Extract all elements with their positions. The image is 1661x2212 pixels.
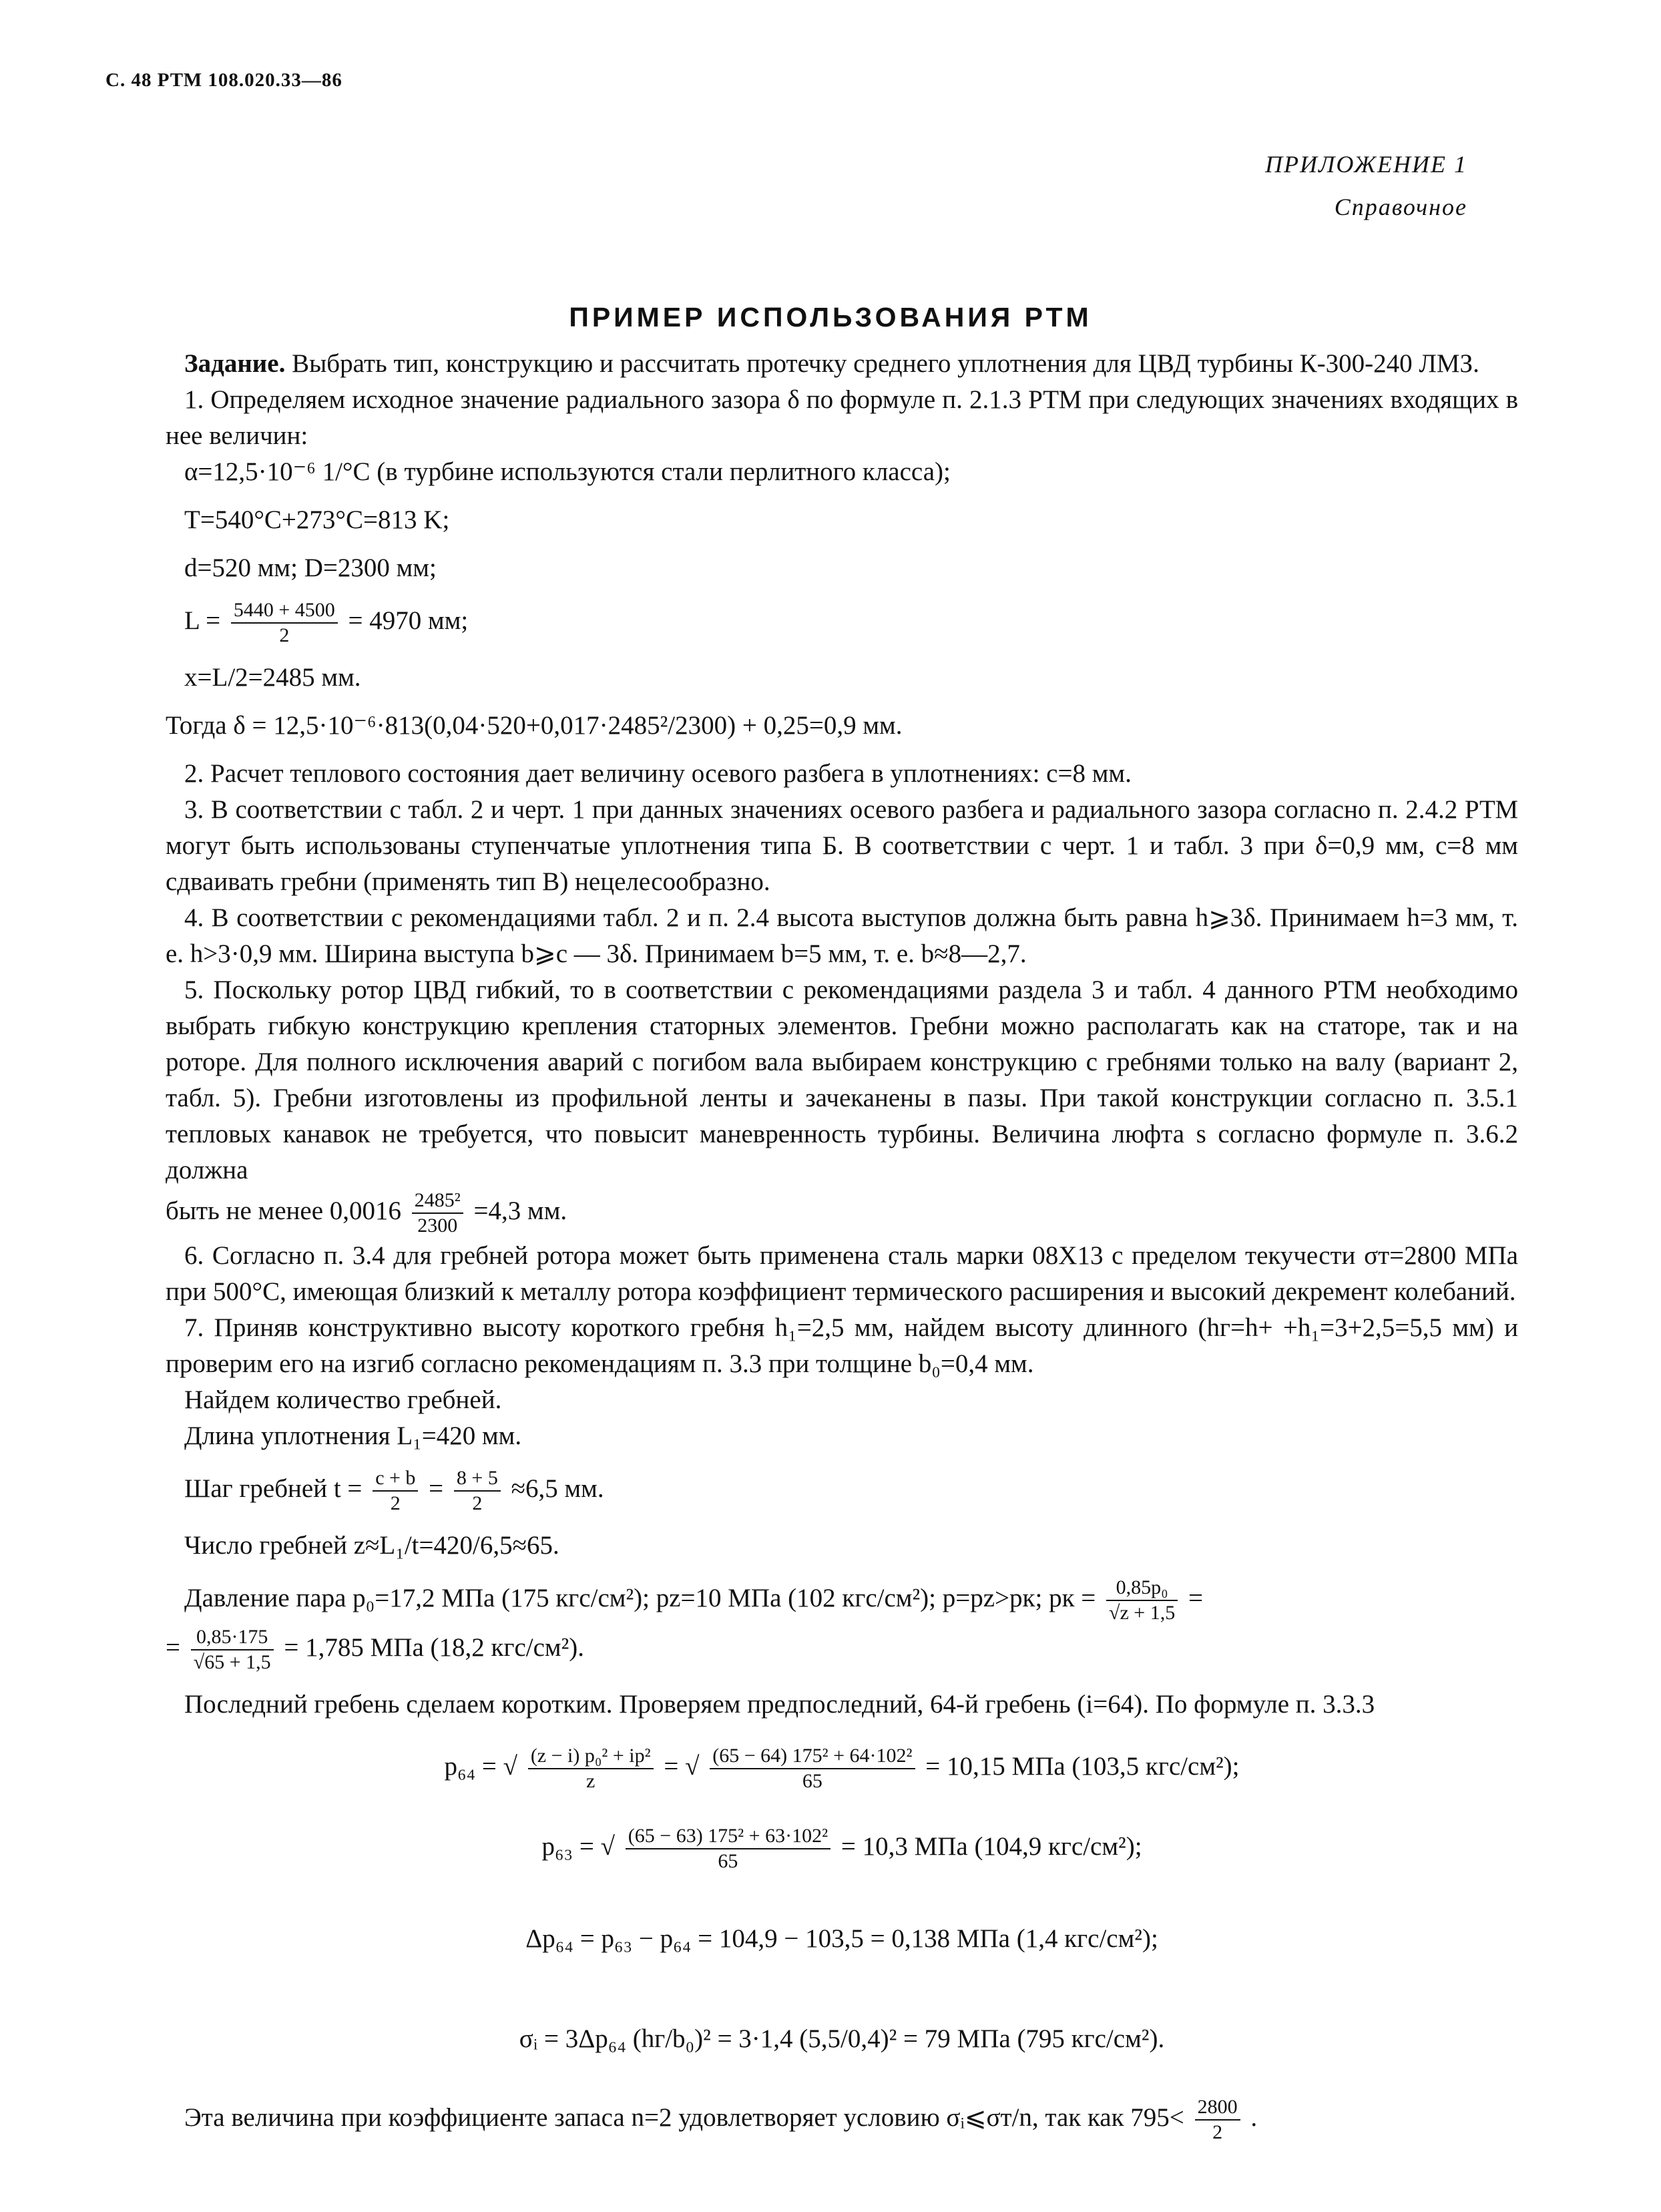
p63-fraction xyxy=(626,1824,830,1873)
p63-left: p₆₃ = √ xyxy=(541,1831,616,1861)
final-line xyxy=(166,2095,1518,2145)
p64-fraction-1 xyxy=(528,1744,654,1793)
task-paragraph xyxy=(166,346,1518,382)
p63-numerator: (65 − 63) 175² + 63·102² xyxy=(626,1824,830,1849)
length-numerator: 5440 + 4500 xyxy=(231,598,338,624)
step-denominator-1: 2 xyxy=(390,1492,401,1514)
p63-denominator: 65 xyxy=(718,1850,738,1872)
last-comb-paragraph: Последний гребень сделаем коротким. Проверяем предпоследний, 64-й гребень (i=64). По формуле п. 3.3.3 xyxy=(184,1690,1375,1719)
document-title: ПРИМЕР ИСПОЛЬЗОВАНИЯ РТМ xyxy=(569,302,1092,333)
p63-right: = 10,3 МПа (104,9 кгс/см²); xyxy=(841,1831,1142,1861)
p63-formula xyxy=(166,1824,1518,1873)
final-right: . xyxy=(1250,2103,1258,2132)
count-line: Число гребней z≈L₁/t=420/6,5≈65. xyxy=(184,1531,559,1560)
pressure-line xyxy=(166,1576,1518,1625)
x-line: x=L/2=2485 мм. xyxy=(184,663,361,692)
length-left: L = xyxy=(184,606,221,635)
paragraph-7: 7. Приняв конструктивно высоту короткого гребня h₁=2,5 мм, найдем высоту длинного (hг=h+ +h₁=3+2,5=5,5 мм) и проверим его на изгиб согласно рекомендациям п. 3.3 при толщине b₀=0,4 мм. xyxy=(166,1313,1518,1378)
paragraph-5: 5. Поскольку ротор ЦВД гибкий, то в соответствии с рекомендациями раздела 3 и табл. 4 данного РТМ необходимо выбрать гибкую конструкцию крепления статорных элементов. Гребни можно располагать как на статоре, так и на роторе. Для полного исключения аварий с погибом вала выбираем конструкцию с гребнями только на валу (вариант 2, табл. 5). Гребни изготовлены из профильной ленты и зачеканены в пазы. При такой конструкции согласно п. 3.5.1 тепловых канавок не требуется, что повысит маневренность турбины. Величина люфта s согласно формуле п. 3.6.2 должна xyxy=(166,975,1518,1184)
pk2-numerator: 0,85·175 xyxy=(191,1625,274,1650)
final-denominator: 2 xyxy=(1212,2121,1223,2143)
diameter-line: d=520 мм; D=2300 мм; xyxy=(184,554,437,582)
step-formula xyxy=(166,1466,1518,1516)
paragraph-5-tail xyxy=(166,1188,1518,1238)
page-header: С. 48 РТМ 108.020.33—86 xyxy=(105,69,342,91)
appendix-block xyxy=(1265,143,1467,228)
pressure-text: Давление пара p₀=17,2 МПа (175 кгс/см²); pz=10 МПа (102 кгс/см²); p=pz>pк; pк = xyxy=(184,1583,1096,1612)
pk-numerator: 0,85p₀ xyxy=(1106,1576,1178,1601)
temperature-line: T=540°C+273°C=813 K; xyxy=(184,505,450,534)
delta-line: Тогда δ = 12,5·10⁻⁶·813(0,04·520+0,017·2485²/2300) + 0,25=0,9 мм. xyxy=(166,711,903,740)
paragraph-7b: Длина уплотнения L₁=420 мм. xyxy=(184,1421,522,1450)
pk2-fraction xyxy=(191,1625,274,1675)
appendix-label: ПРИЛОЖЕНИЕ 1 xyxy=(1265,151,1467,178)
paragraph-1: 1. Определяем исходное значение радиального зазора δ по формуле п. 2.1.3 РТМ при следующих значениях входящих в нее величин: xyxy=(166,385,1518,450)
p5-tail-right: =4,3 мм. xyxy=(473,1196,567,1225)
step-numerator-1: c + b xyxy=(373,1466,418,1492)
length-fraction xyxy=(231,598,338,648)
p64-fraction-2 xyxy=(710,1744,915,1793)
appendix-type: Справочное xyxy=(1334,194,1467,220)
pk2-right: = 1,785 МПа (18,2 кгс/см²). xyxy=(284,1632,585,1662)
p64-denominator-2: 65 xyxy=(802,1770,822,1792)
paragraph-7a: Найдем количество гребней. xyxy=(184,1385,502,1414)
p64-formula xyxy=(166,1744,1518,1793)
step-equals: = xyxy=(429,1474,444,1503)
task-text: Выбрать тип, конструкцию и рассчитать протечку среднего уплотнения для ЦВД турбины К-300-240 ЛМЗ. xyxy=(285,349,1479,378)
pk-fraction xyxy=(1106,1576,1178,1625)
final-left: Эта величина при коэффициенте запаса n=2 удовлетворяет условию σᵢ⩽σт/n, так как 795< xyxy=(184,2103,1184,2132)
document-body xyxy=(166,346,1518,2145)
p64-numerator-1: (z − i) p₀² + ip² xyxy=(528,1744,654,1769)
pk-equals: = xyxy=(1188,1583,1203,1612)
paragraph-3: 3. В соответствии с табл. 2 и черт. 1 при данных значениях осевого разбега и радиального зазора согласно п. 2.4.2 РТМ могут быть использованы ступенчатые уплотнения типа Б. В соответствии с черт. 1 и табл. 3 при δ=0,9 мм, c=8 мм сдваивать гребни (применять тип В) нецелесообразно. xyxy=(166,795,1518,896)
p64-numerator-2: (65 − 64) 175² + 64·102² xyxy=(710,1744,915,1769)
final-fraction xyxy=(1195,2095,1240,2145)
paragraph-4: 4. В соответствии с рекомендациями табл. 2 и п. 2.4 высота выступов должна быть равна h⩾3δ. Принимаем h=3 мм, т. е. h>3·0,9 мм. Ширина выступа b⩾c — 3δ. Принимаем b=5 мм, т. е. b≈8—2,7. xyxy=(166,903,1518,968)
alpha-line: α=12,5·10⁻⁶ 1/°С (в турбине используются стали перлитного класса); xyxy=(184,457,951,486)
p64-mid: = √ xyxy=(664,1751,700,1781)
pk-result-line xyxy=(166,1625,1518,1675)
step-fraction-1 xyxy=(373,1466,418,1516)
p64-left: p₆₄ = √ xyxy=(444,1751,518,1781)
paragraph-6: 6. Согласно п. 3.4 для гребней ротора может быть применена сталь марки 08Х13 с пределом текучести σт=2800 МПа при 500°С, имеющая близкий к металлу ротора коэффициент термического расширения и высокий декремент колебаний. xyxy=(166,1241,1518,1306)
step-denominator-2: 2 xyxy=(472,1492,483,1514)
p5-fraction xyxy=(412,1188,463,1238)
pk2-denominator: √65 + 1,5 xyxy=(193,1651,271,1673)
paragraph-2: 2. Расчет теплового состояния дает величину осевого разбега в уплотнениях: c=8 мм. xyxy=(184,759,1132,788)
final-numerator: 2800 xyxy=(1195,2095,1240,2121)
step-numerator-2: 8 + 5 xyxy=(454,1466,501,1492)
sigma-line: σᵢ = 3Δp₆₄ (hг/b₀)² = 3·1,4 (5,5/0,4)² = 79 МПа (795 кгс/см²). xyxy=(519,2024,1165,2053)
p64-right: = 10,15 МПа (103,5 кгс/см²); xyxy=(925,1751,1240,1781)
p5-tail-left: быть не менее 0,0016 xyxy=(166,1196,402,1225)
p64-denominator-1: z xyxy=(586,1770,596,1792)
p5-numerator: 2485² xyxy=(412,1188,463,1214)
task-label: Задание. xyxy=(184,349,286,378)
p5-denominator: 2300 xyxy=(417,1214,458,1237)
step-left: Шаг гребней t = xyxy=(184,1474,363,1503)
pk-denominator: √z + 1,5 xyxy=(1109,1602,1176,1624)
step-right: ≈6,5 мм. xyxy=(511,1474,604,1503)
length-formula xyxy=(166,598,1518,648)
delta-p-line: Δp₆₄ = p₆₃ − p₆₄ = 104,9 − 103,5 = 0,138 МПа (1,4 кгс/см²); xyxy=(525,1924,1158,1953)
length-right: = 4970 мм; xyxy=(348,606,469,635)
step-fraction-2 xyxy=(454,1466,501,1516)
pk2-left: = xyxy=(166,1632,180,1662)
length-denominator: 2 xyxy=(279,624,290,646)
